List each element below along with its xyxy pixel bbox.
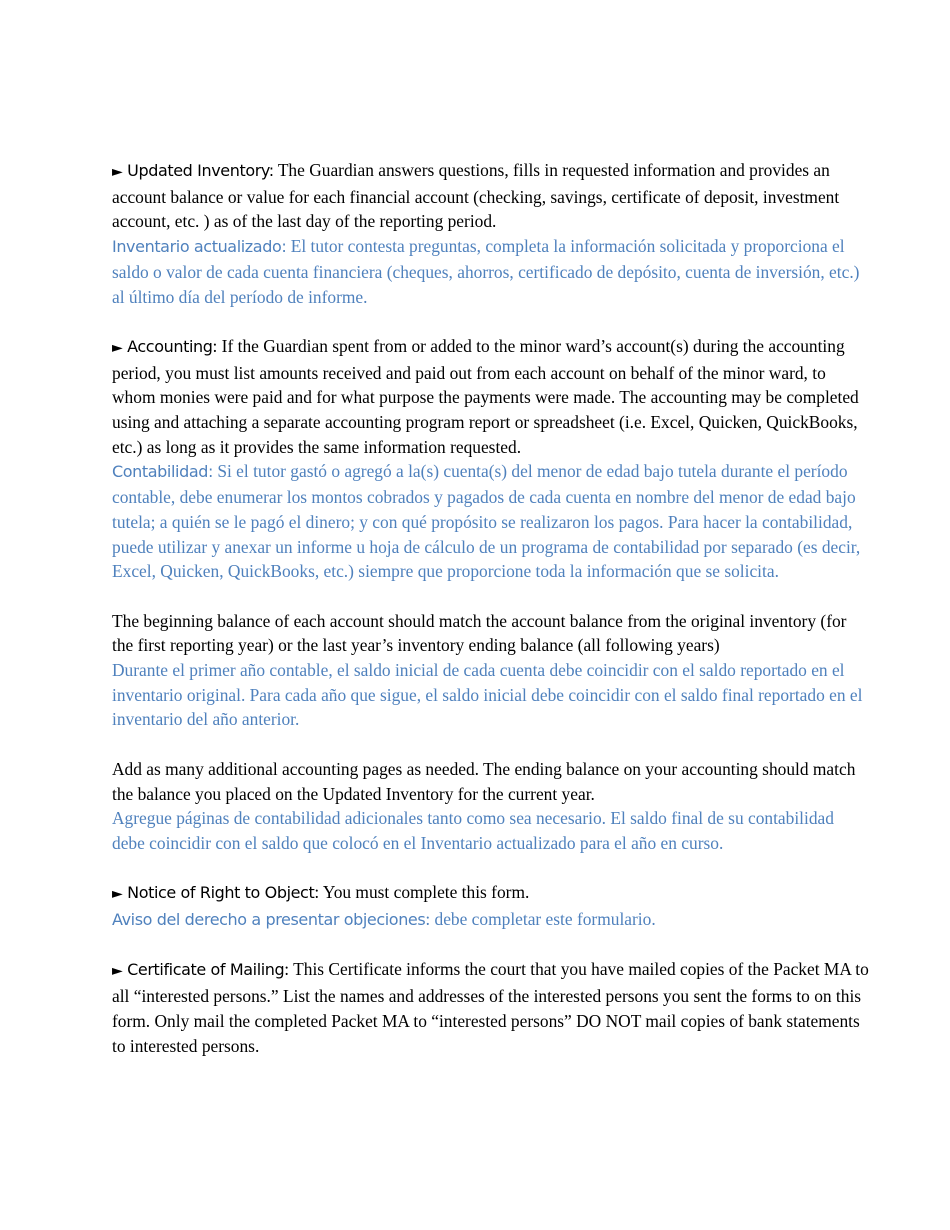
instructions-page [112, 158, 870, 1083]
bullet-arrow-icon: ► [112, 963, 123, 980]
section-certificate-of-mailing [112, 957, 870, 1058]
additional-pages-es: Agregue páginas de contabilidad adicionales tanto como sea necesario. El saldo final de su contabilidad debe coincidir con el saldo que colocó en el Inventario actualizado para el año en curso. [112, 808, 834, 853]
beginning-balance-es: Durante el primer año contable, el saldo inicial de cada cuenta debe coincidir con el saldo reportado en el inventario original. Para cada año que sigue, el saldo inicial debe coincidir con el saldo final reportado en el inventario del año anterior. [112, 660, 863, 730]
certificate-of-mailing-en [112, 957, 870, 1058]
certificate-of-mailing-text: : This Certificate informs the court that you have mailed copies of the Packet MA to all “interested persons.” List the names and addresses of the interested persons you sent the forms to on this form. Only mail the completed Packet MA to “interested persons” DO NOT mail copies of bank statements to interested persons. [112, 959, 869, 1056]
inventario-actualizado-text: El tutor contesta preguntas, completa la información solicitada y proporciona el saldo o valor de cada cuenta financiera (cheques, ahorros, certificado de depósito, cuenta de inversión, etc.) al último día del período de informe. [112, 236, 860, 307]
additional-pages-en: Add as many additional accounting pages as needed. The ending balance on your accounting should match the balance you placed on the Updated Inventory for the current year. [112, 758, 856, 804]
bullet-arrow-icon: ► [112, 164, 123, 180]
contabilidad-heading: Contabilidad: [112, 462, 213, 482]
section-beginning-balance [112, 609, 870, 733]
accounting-en [112, 334, 870, 460]
bullet-arrow-icon: ► [112, 886, 123, 903]
inventario-actualizado-heading: Inventario actualizado: [112, 237, 287, 257]
section-notice-right-to-object [112, 880, 870, 932]
certificate-of-mailing-heading: Certificate of Mailing [127, 960, 285, 980]
updated-inventory-text: The Guardian answers questions, fills in requested information and provides an account balance or value for each financial account (checking, savings, certificate of deposit, investment account, etc. ) as of the last day of the reporting period. [112, 160, 840, 232]
beginning-balance-en: The beginning balance of each account should match the account balance from the original inventory (for the first reporting year) or the last year’s inventory ending balance (all following years) [112, 610, 847, 656]
section-accounting [112, 334, 870, 584]
section-additional-pages [112, 757, 870, 856]
updated-inventory-es [112, 234, 870, 309]
notice-right-to-object-en [112, 880, 870, 907]
accounting-text: : If the Guardian spent from or added to the minor ward’s account(s) during the accounting period, you must list amounts received and paid out from each account on behalf of the minor ward, to whom monies were paid and for what purpose the payments were made. The accounting may be completed using and attaching a separate accounting program report or spreadsheet (i.e. Excel, Quicken, QuickBooks, etc.) as long as it provides the same information requested. [112, 335, 859, 457]
bullet-arrow-icon: ► [112, 339, 123, 356]
contabilidad-text: Si el tutor gastó o agregó a la(s) cuenta(s) del menor de edad bajo tutela durante el período contable, debe enumerar los montos cobrados y pagados de cada cuenta en nombre del menor de edad bajo tutela; a quién se le pagó el dinero; y con qué propósito se realizaron los pagos. Para hacer la contabilidad, puede utilizar y anexar un informe u hoja de cálculo de un programa de contabilidad por separado (es decir, Excel, Quicken, QuickBooks, etc.) siempre que proporcione toda la información que se solicita. [112, 461, 861, 582]
section-updated-inventory [112, 158, 870, 309]
accounting-heading: Accounting [127, 336, 213, 356]
notice-right-to-object-es [112, 907, 870, 933]
aviso-derecho-text: : debe completar este formulario. [425, 909, 656, 930]
notice-right-to-object-heading: Notice of Right to Object [127, 883, 315, 903]
notice-right-to-object-text: : You must complete this form. [314, 882, 530, 903]
aviso-derecho-heading: Aviso del derecho a presentar objeciones [112, 910, 426, 930]
updated-inventory-en [112, 158, 870, 234]
accounting-es [112, 459, 870, 584]
updated-inventory-heading: Updated Inventory: [127, 161, 274, 180]
